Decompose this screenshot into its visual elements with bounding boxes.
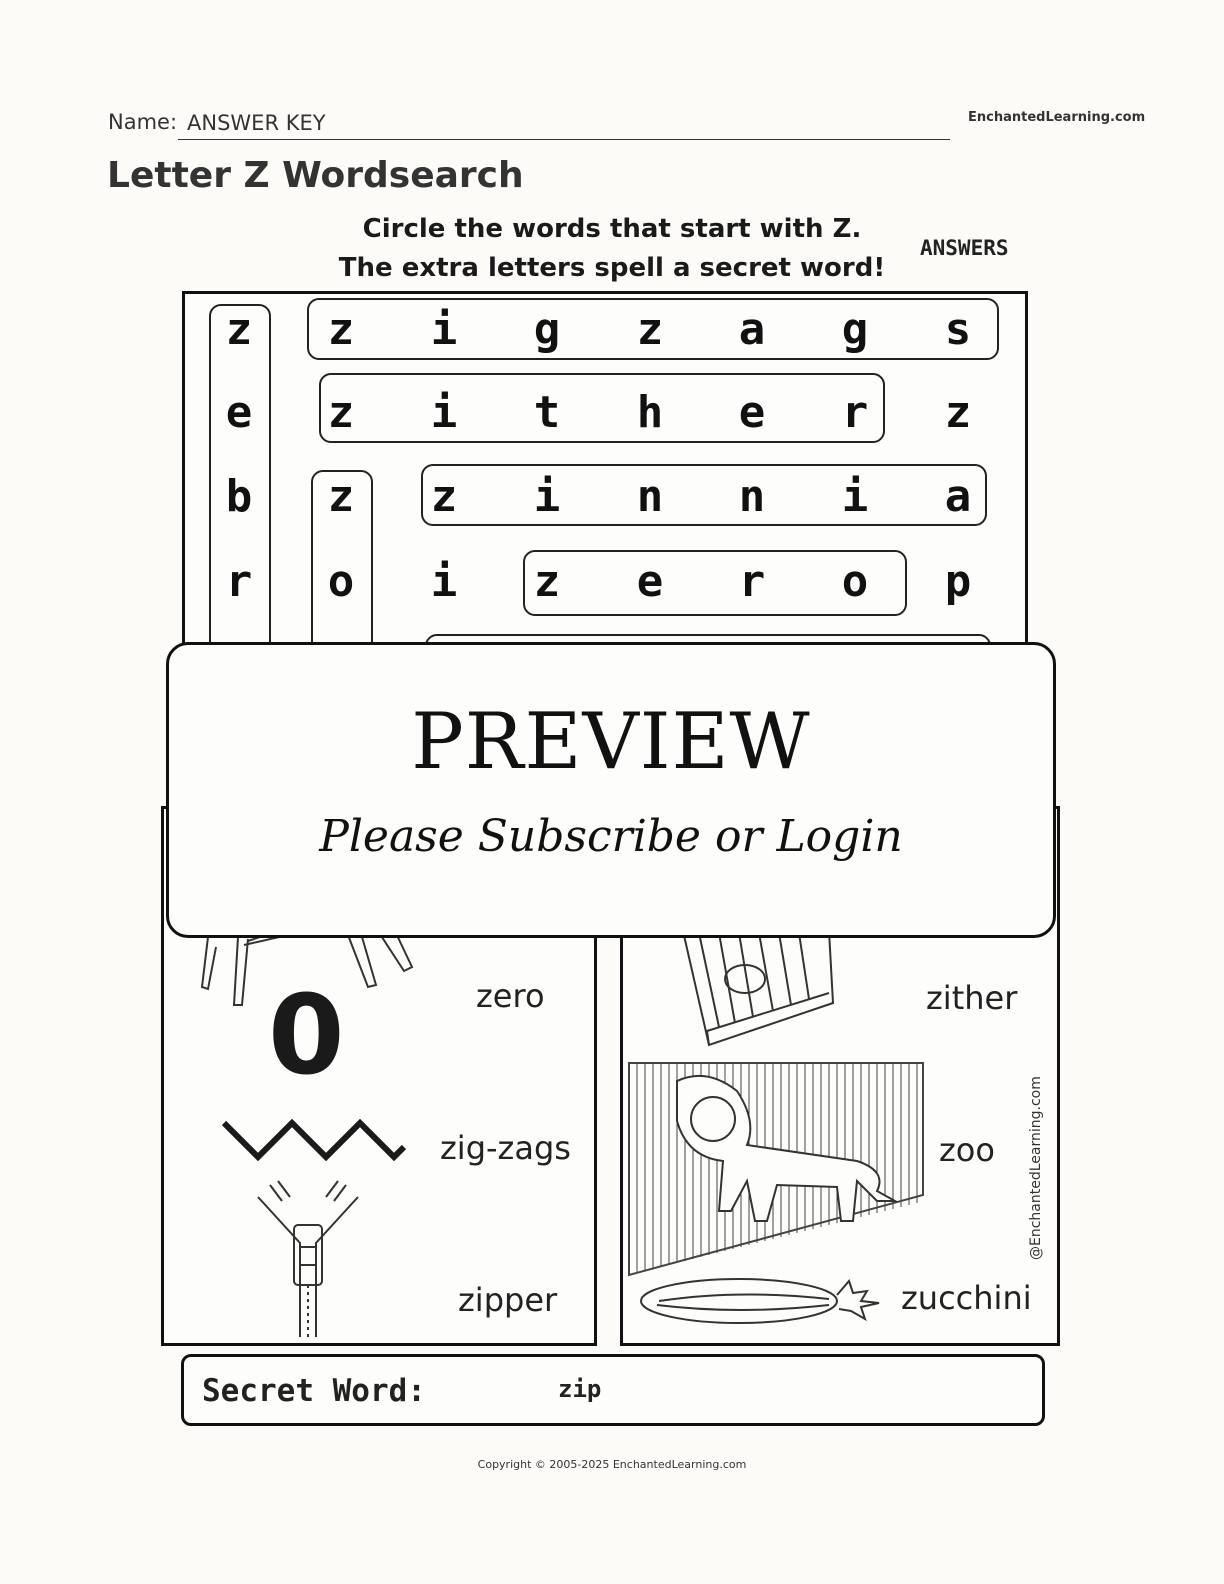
subscribe-login-link[interactable]: Please Subscribe or Login [319,811,903,862]
grid-cell[interactable]: z [327,304,355,355]
grid-cell[interactable]: r [738,556,766,607]
word-bank-zither: zither [926,979,1018,1017]
secret-word-label: Secret Word: [202,1373,426,1409]
word-bank-zucchini: zucchini [901,1279,1032,1317]
grid-cell[interactable]: e [225,387,253,438]
grid-cell[interactable]: e [738,387,766,438]
word-bank-zipper: zipper [458,1281,558,1319]
grid-cell[interactable]: e [636,556,664,607]
grid-cell[interactable]: z [636,304,664,355]
grid-cell[interactable]: h [636,387,664,438]
name-underline [178,139,950,140]
word-bank-zoo: zoo [939,1131,995,1169]
answer-box-zinnia [421,464,987,526]
zoo-lion-icon [627,1061,927,1281]
vertical-credit: @EnchantedLearning.com [1028,1076,1044,1260]
grid-cell[interactable]: i [430,387,458,438]
secret-word-value[interactable]: zip [558,1375,602,1403]
grid-cell[interactable]: b [225,471,253,522]
preview-title: PREVIEW [411,697,811,787]
grid-cell[interactable]: a [944,471,972,522]
grid-cell[interactable]: i [430,304,458,355]
grid-cell[interactable]: p [944,556,972,607]
grid-cell[interactable]: r [841,387,869,438]
grid-cell[interactable]: t [533,387,561,438]
grid-cell[interactable]: z [327,471,355,522]
zero-icon: 0 [268,971,345,1099]
brand-logo-text[interactable]: EnchantedLearning.com [968,110,1146,125]
grid-cell[interactable]: z [533,556,561,607]
grid-cell[interactable]: o [841,556,869,607]
name-field[interactable]: ANSWER KEY [187,111,326,135]
grid-cell[interactable]: z [327,387,355,438]
name-label: Name: [108,110,178,134]
grid-cell[interactable]: g [533,304,561,355]
preview-overlay[interactable] [166,642,1056,938]
grid-cell[interactable]: i [430,556,458,607]
instruction-line-1: Circle the words that start with Z. [362,214,862,244]
zucchini-icon [639,1275,889,1327]
grid-cell[interactable]: a [738,304,766,355]
answer-box-zither [319,373,885,443]
zither-icon [679,927,839,1047]
zipper-icon [248,1177,368,1337]
grid-cell[interactable]: z [430,471,458,522]
grid-cell[interactable]: r [225,556,253,607]
grid-cell[interactable]: o [327,556,355,607]
secret-word-box [181,1354,1045,1426]
grid-cell[interactable]: z [225,304,253,355]
grid-cell[interactable]: s [944,304,972,355]
instruction-line-2: The extra letters spell a secret word! [338,253,886,283]
grid-cell[interactable]: n [738,471,766,522]
grid-cell[interactable]: z [944,387,972,438]
grid-cell[interactable]: g [841,304,869,355]
zigzag-icon [222,1119,406,1163]
word-bank-zig-zags: zig-zags [440,1129,571,1167]
word-bank-zero: zero [476,977,545,1015]
grid-cell[interactable]: n [636,471,664,522]
page-title: Letter Z Wordsearch [107,155,524,196]
grid-cell[interactable]: i [841,471,869,522]
answers-tag: ANSWERS [920,236,1009,260]
grid-cell[interactable]: i [533,471,561,522]
copyright-footer: Copyright © 2005-2025 EnchantedLearning.com [477,1458,747,1471]
